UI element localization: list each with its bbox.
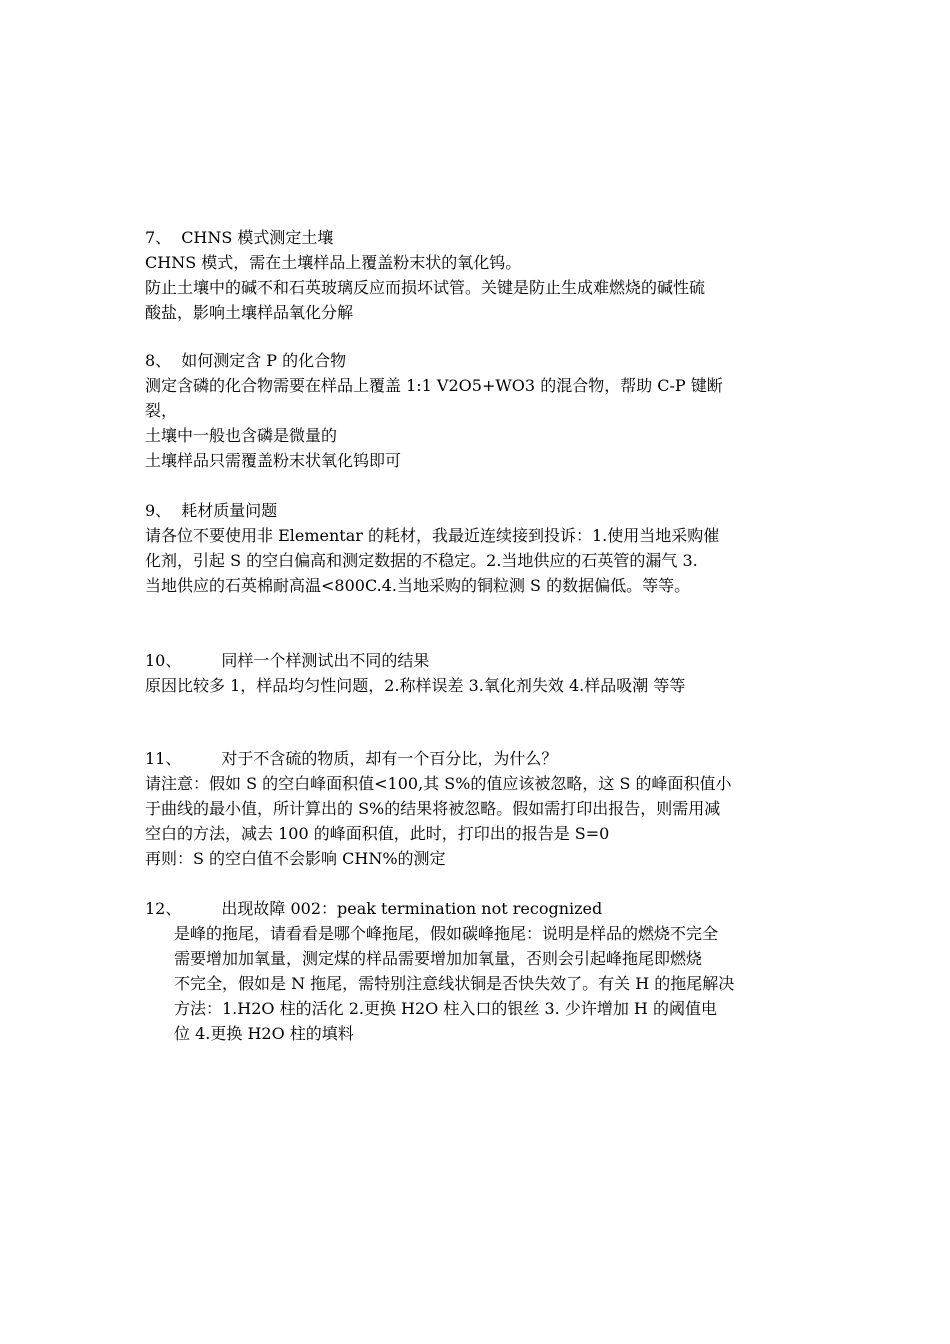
- section-number: 9、: [145, 501, 172, 520]
- body-line: 防止土壤中的碱不和石英玻璃反应而损坏试管。关键是防止生成难燃烧的碱性硫: [145, 278, 706, 297]
- section-heading: [145, 498, 815, 523]
- section-9: [145, 498, 815, 598]
- body-line: 于曲线的最小值，所计算出的 S%的结果将被忽略。假如需打印出报告，则需用减: [145, 799, 721, 818]
- body-line: 酸盐，影响土壤样品氧化分解: [145, 303, 354, 322]
- section-heading: [145, 225, 815, 250]
- body-line: 原因比较多 1，样品均匀性问题，2.称样误差 3.氧化剂失效 4.样品吸潮 等等: [145, 676, 686, 695]
- body-line: 空白的方法，减去 100 的峰面积值，此时，打印出的报告是 S=0: [145, 824, 610, 843]
- body-line: 化剂，引起 S 的空白偏高和测定数据的不稳定。2.当地供应的石英管的漏气 3.: [145, 551, 698, 570]
- section-number: 7、: [145, 228, 172, 247]
- body-line: 裂，: [145, 401, 178, 420]
- body-line: 土壤样品只需覆盖粉末状氧化钨即可: [145, 451, 402, 470]
- section-number: 8、: [145, 351, 172, 370]
- body-line: CHNS 模式，需在土壤样品上覆盖粉末状的氧化钨。: [145, 253, 522, 272]
- section-number: 11、: [145, 749, 182, 768]
- section-heading: [145, 348, 815, 373]
- body-line: 再则：S 的空白值不会影响 CHN%的测定: [145, 849, 446, 868]
- section-number: 10、: [145, 651, 182, 670]
- section-title: CHNS 模式测定土壤: [181, 228, 334, 247]
- section-heading: [145, 746, 815, 771]
- section-heading: [145, 648, 815, 673]
- body-line: 土壤中一般也含磷是微量的: [145, 426, 338, 445]
- body-line: 当地供应的石英棉耐高温<800C.4.当地采购的铜粒测 S 的数据偏低。等等。: [145, 576, 691, 595]
- body-line: 测定含磷的化合物需要在样品上覆盖 1:1 V2O5+WO3 的混合物，帮助 C-P 键断: [145, 376, 723, 395]
- section-11: [145, 746, 815, 871]
- section-12: [145, 896, 815, 1046]
- section-title: 耗材质量问题: [181, 501, 278, 520]
- body-line: 方法：1.H2O 柱的活化 2.更换 H2O 柱入口的银丝 3. 少许增加 H 的阈值电: [174, 999, 717, 1018]
- body-line: 请注意：假如 S 的空白峰面积值<100,其 S%的值应该被忽略，这 S 的峰面积值小: [145, 774, 732, 793]
- body-line: 需要增加加氧量，测定煤的样品需要增加加氧量，否则会引起峰拖尾即燃烧: [174, 949, 703, 968]
- section-7: [145, 225, 815, 325]
- section-10: [145, 648, 815, 698]
- section-8: [145, 348, 815, 473]
- section-title: 同样一个样测试出不同的结果: [221, 651, 430, 670]
- section-title: 出现故障 002：peak termination not recognized: [221, 899, 603, 918]
- body-line: 请各位不要使用非 Elementar 的耗材，我最近连续接到投诉：1.使用当地采购催: [145, 526, 720, 545]
- body-line: 不完全，假如是 N 拖尾，需特别注意线状铜是否快失效了。有关 H 的拖尾解决: [174, 974, 735, 993]
- section-title: 如何测定含 P 的化合物: [181, 351, 347, 370]
- section-heading: [145, 896, 815, 921]
- section-title: 对于不含硫的物质，却有一个百分比，为什么？: [221, 749, 558, 768]
- body-line: 位 4.更换 H2O 柱的填料: [174, 1024, 354, 1043]
- body-line: 是峰的拖尾，请看看是哪个峰拖尾，假如碳峰拖尾：说明是样品的燃烧不完全: [174, 924, 719, 943]
- section-number: 12、: [145, 899, 182, 918]
